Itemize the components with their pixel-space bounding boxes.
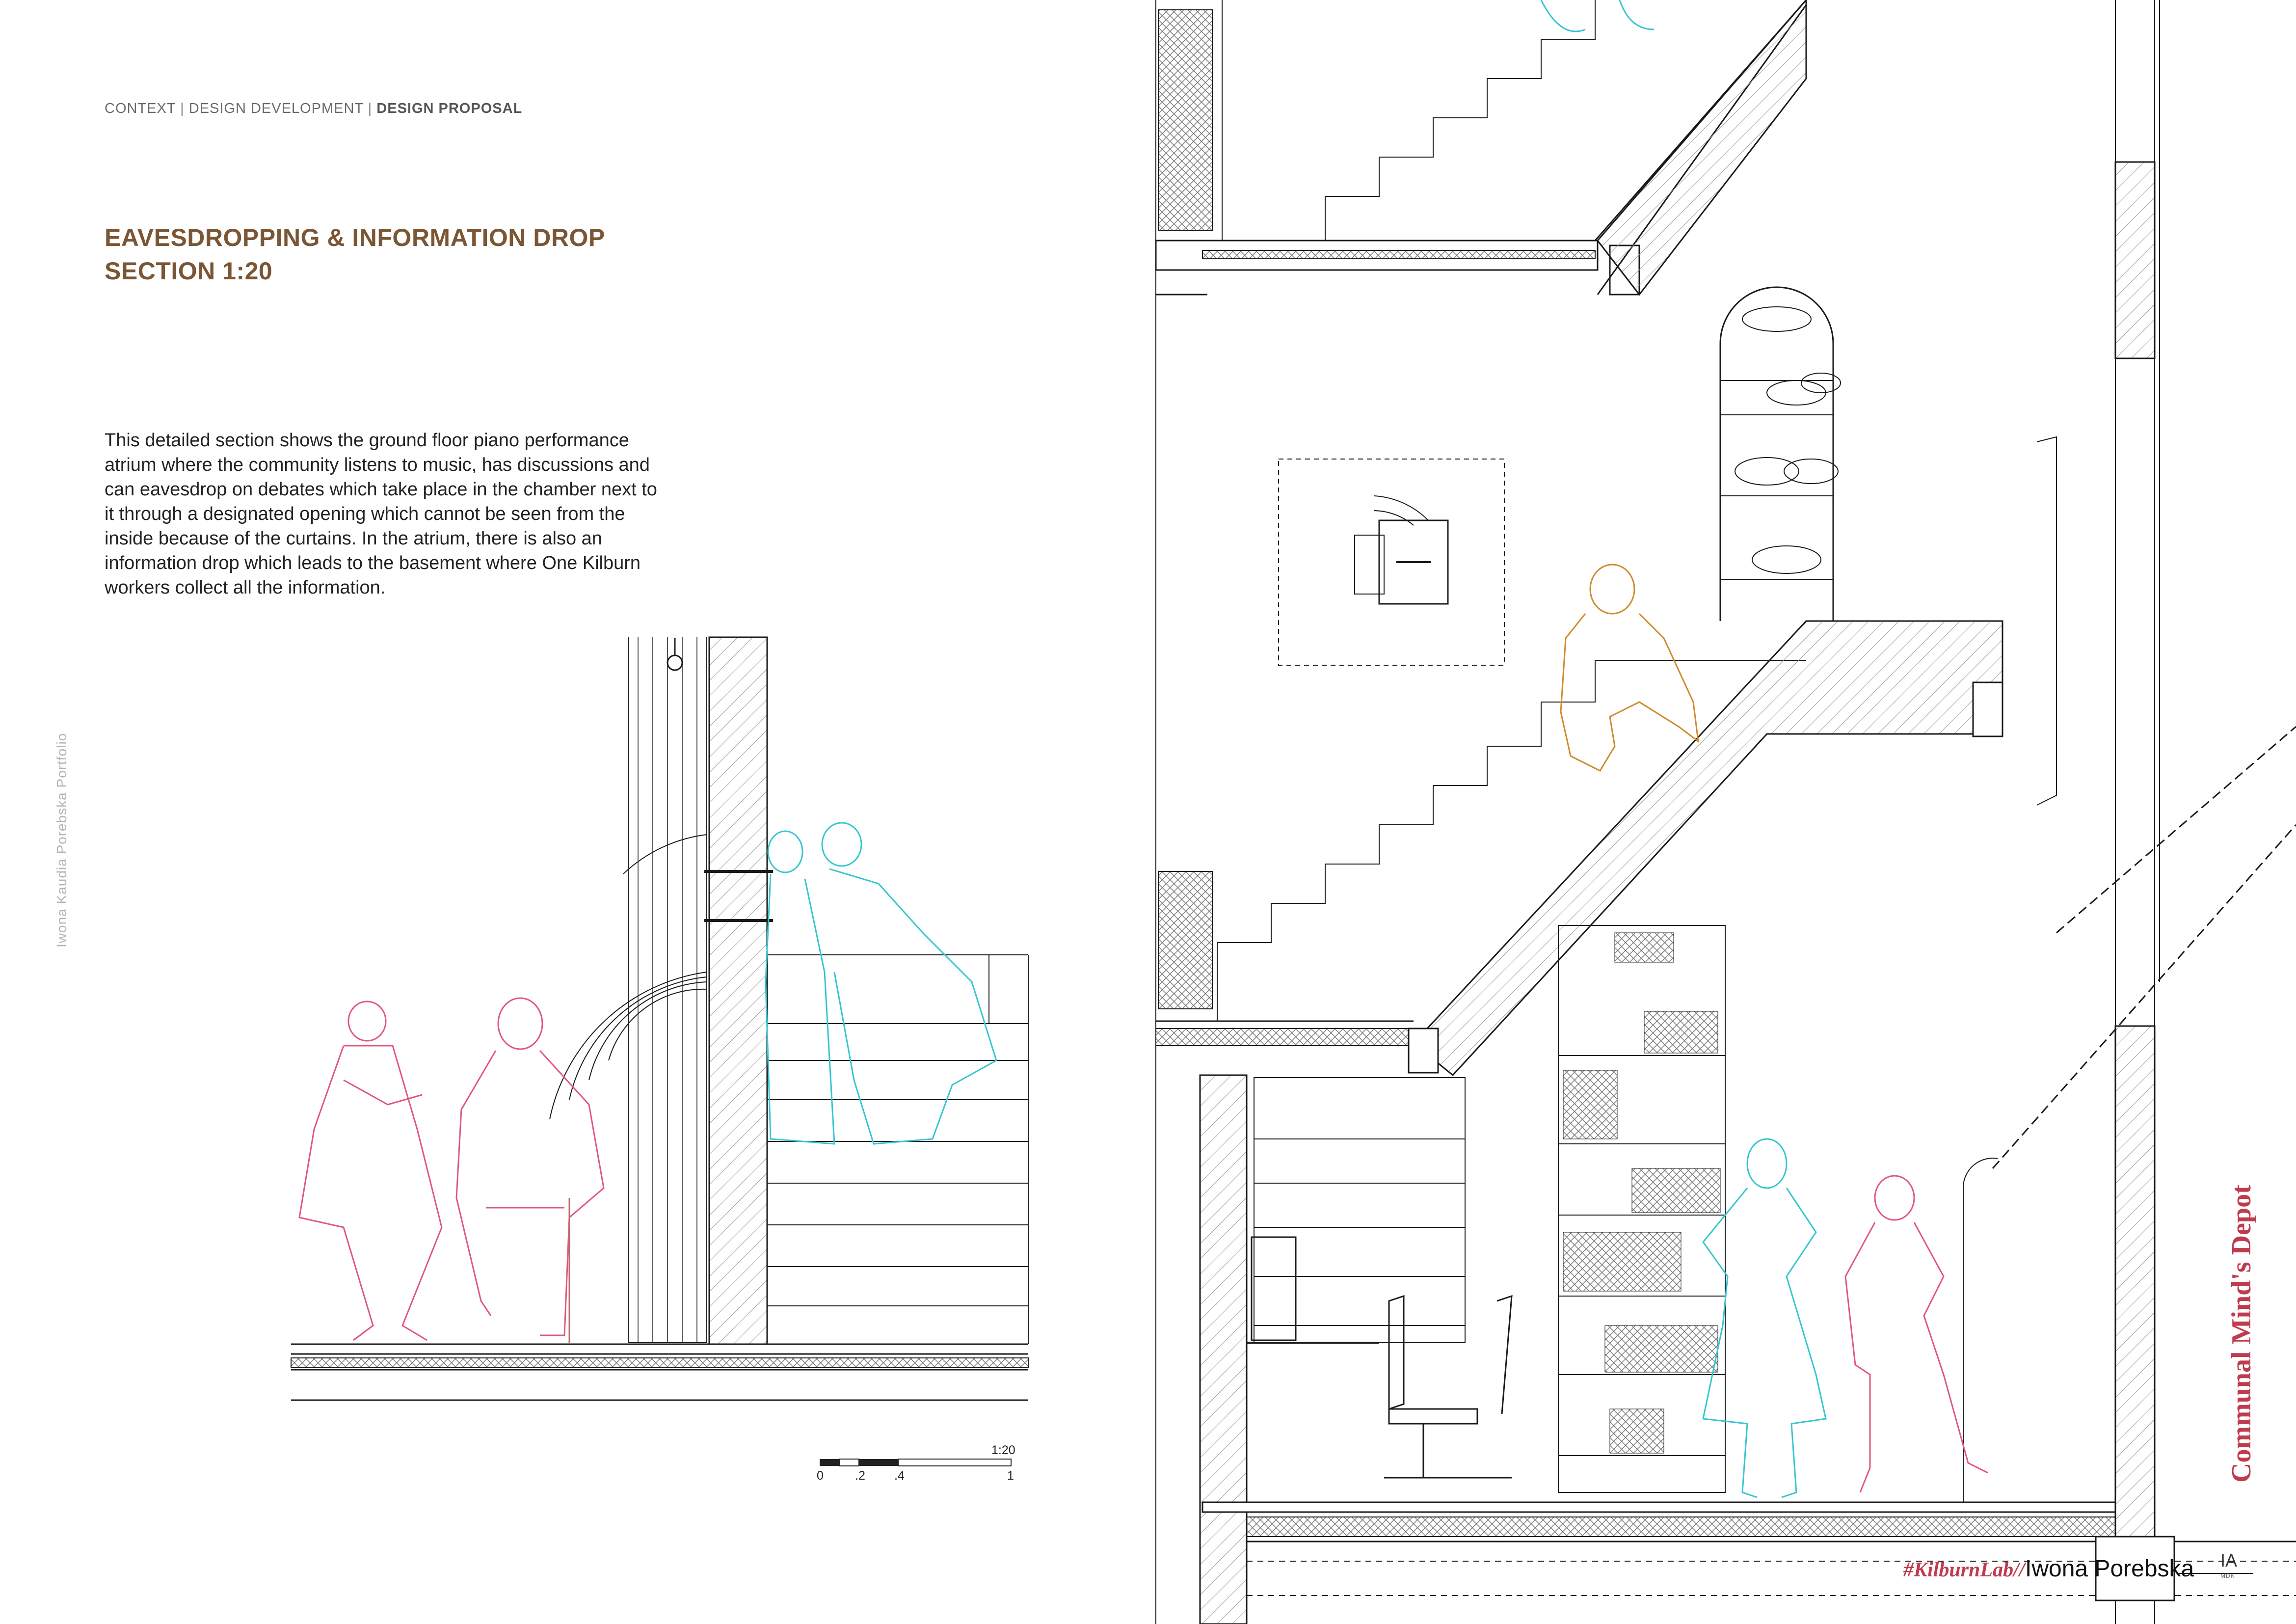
hashtag-label: #KilburnLab//	[1903, 1559, 2025, 1581]
breadcrumb-separator: |	[368, 101, 373, 116]
scale-bar	[820, 1459, 1011, 1466]
breadcrumb-design-development[interactable]: DESIGN DEVELOPMENT	[188, 101, 364, 116]
drawing-vertical-title: Communal Mind's Depot	[2226, 1185, 2257, 1483]
figure-listener-1	[299, 1001, 442, 1340]
breadcrumb-design-proposal[interactable]: DESIGN PROPOSAL	[376, 101, 523, 116]
figure-eavesdropper-2	[822, 823, 996, 1144]
breadcrumb-separator: |	[180, 101, 185, 116]
scale-tick-1: 1	[1007, 1469, 1014, 1483]
figure-listener-2	[456, 998, 604, 1343]
scale-ratio-label: 1:20	[991, 1443, 1015, 1457]
author-name: Iwona Porebska	[2025, 1556, 2194, 1582]
scale-tick-0: 0	[817, 1469, 824, 1483]
figure-worker-1	[1703, 1139, 1826, 1497]
side-author-text: Iwona Kaudia Porebska Portfolio	[54, 732, 69, 947]
depot-section	[1156, 0, 2296, 1624]
logo-mark: IA	[2220, 1550, 2238, 1570]
figure-worker-2	[1845, 1176, 1988, 1492]
figure-sitting-stairs	[1561, 565, 1698, 771]
breadcrumb-context[interactable]: CONTEXT	[105, 101, 176, 116]
figure-eavesdropper-1	[766, 831, 834, 1144]
eavesdrop-section	[291, 637, 1028, 1400]
description-paragraph: This detailed section shows the ground floor piano performance atrium where the community listens to music, has discussions and can eavesdrop on debates which take place in the chamber next to it through a designated opening which cannot be seen from the inside because of the curtains. In the atrium, there is also an information drop which leads to the basement where One Kilburn workers collect all the information.	[105, 430, 657, 598]
logo-subtext: MDK	[2220, 1572, 2235, 1579]
title-line-1: EAVESDROPPING & INFORMATION DROP	[105, 224, 605, 251]
scale-tick-4: .4	[894, 1469, 905, 1483]
title-line-2: SECTION 1:20	[105, 257, 273, 285]
scale-tick-2: .2	[855, 1469, 865, 1483]
breadcrumb	[105, 101, 522, 117]
page-title	[105, 221, 605, 288]
